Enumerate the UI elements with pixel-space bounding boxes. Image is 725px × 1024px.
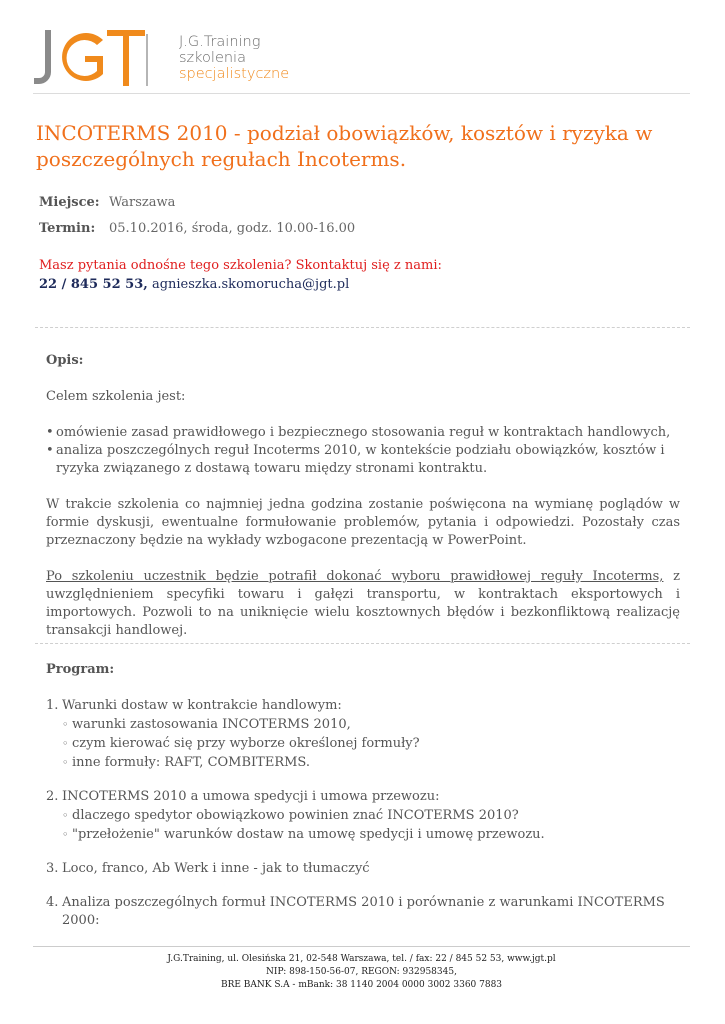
program-item-number: 2. <box>46 789 59 804</box>
contact-line <box>39 275 442 294</box>
list-item: ◦ warunki zastosowania INCOTERMS 2010, <box>62 715 680 734</box>
program-item <box>46 788 680 844</box>
logo-separator <box>146 34 148 86</box>
footer-registration: NIP: 898-150-56-07, REGON: 932958345, <box>266 967 457 977</box>
program-item-number: 1. <box>46 698 59 713</box>
list-item: ◦ inne formuły: RAFT, COMBITERMS. <box>62 753 680 772</box>
program-item-text: Analiza poszczególnych formuł INCOTERMS 2010 i porównanie z warunkami INCOTERMS 2000: <box>62 895 665 928</box>
program-heading: Program: <box>46 662 115 677</box>
meta-place-row <box>39 194 355 220</box>
outcome-underlined: Po szkoleniu uczestnik będzie potrafił dokonać wyboru prawidłowej reguły Incoterms, <box>46 569 664 584</box>
program-list <box>46 697 680 930</box>
list-item: ◦ dlaczego spedytor obowiązkowo powinien znać INCOTERMS 2010? <box>62 806 680 825</box>
list-item: ◦ czym kierować się przy wyborze określonej formuły? <box>62 734 680 753</box>
list-item: ◦ "przełożenie" warunków dostaw na umowę spedycji i umowę przewozu. <box>62 825 680 844</box>
description-heading: Opis: <box>46 353 84 368</box>
date-value: 05.10.2016, środa, godz. 10.00-16.00 <box>109 221 356 236</box>
logo-line-2: szkolenia <box>179 50 246 66</box>
program-item <box>46 860 680 878</box>
program-item-text: Loco, franco, Ab Werk i inne - jak to tłumaczyć <box>62 861 370 876</box>
program-item-number: 3. <box>46 861 59 876</box>
footer-bank: BRE BANK S.A - mBank: 38 1140 2004 0000 3002 3360 7883 <box>220 980 503 990</box>
program-sublist <box>62 715 680 772</box>
footer <box>33 953 690 992</box>
logo-line-1: J.G.Training <box>179 34 261 50</box>
list-item: • omówienie zasad prawidłowego i bezpiecznego stosowania reguł w kontraktach handlowych, <box>46 424 680 442</box>
program-item-number: 4. <box>46 895 59 910</box>
contact-phone: 22 / 845 52 53, <box>39 277 148 292</box>
program-item-text: INCOTERMS 2010 a umowa spedycji i umowa przewozu: <box>62 789 440 804</box>
meta-date-row <box>39 220 355 246</box>
section-divider <box>35 327 690 328</box>
meta-info <box>39 194 355 246</box>
program-item <box>46 894 680 930</box>
description-intro: Celem szkolenia jest: <box>46 389 186 404</box>
description-section <box>46 352 680 640</box>
place-value: Warszawa <box>109 195 176 210</box>
header <box>33 28 690 94</box>
program-item <box>46 697 680 772</box>
footer-divider <box>33 946 690 947</box>
description-paragraph: W trakcie szkolenia co najmniej jedna godzina zostanie poświęcona na wymianę poglądów w formie dyskusji, ewentualne formułowanie problemów, pytania i odpowiedzi. Pozostały czas przeznaczony będzie na wykłady wzbogacone prezentacją w PowerPoint. <box>46 497 680 548</box>
program-item-text: Warunki dostaw w kontrakcie handlowym: <box>62 698 342 713</box>
date-label: Termin: <box>39 221 96 236</box>
footer-address: J.G.Training, ul. Olesińska 21, 02-548 Warszawa, tel. / fax: 22 / 845 52 53, www.jgt.pl <box>167 954 556 964</box>
contact-question: Masz pytania odnośne tego szkolenia? Skontaktuj się z nami: <box>39 258 442 273</box>
goals-list <box>46 424 680 478</box>
place-label: Miejsce: <box>39 195 100 210</box>
contact-block <box>39 256 442 294</box>
logo-line-3: specjalistyczne <box>179 66 290 82</box>
outcome-paragraph <box>46 568 680 640</box>
jgt-logo-icon <box>33 28 145 88</box>
header-divider <box>33 93 690 94</box>
program-section <box>46 661 680 946</box>
list-item: • analiza poszczególnych reguł Incoterms 2010, w kontekście podziału obowiązków, kosztów i ryzyka związanego z dostawą towaru między stronami kontraktu. <box>46 442 680 478</box>
page-title: INCOTERMS 2010 - podział obowiązków, kosztów i ryzyka w poszczególnych regułach Incoterms. <box>36 121 653 171</box>
section-divider <box>35 643 690 644</box>
logo-text <box>179 34 289 82</box>
outcome-rest: z uwzględnieniem specyfiki towaru i gałęzi transportu, w kontraktach eksportowych i importowych. Pozwoli to na uniknięcie wielu kosztownych błędów i bezkonfliktową realizację transakcji handlowej. <box>46 569 681 638</box>
program-sublist <box>62 806 680 844</box>
contact-email-link[interactable]: agnieszka.skomorucha@jgt.pl <box>151 277 350 292</box>
